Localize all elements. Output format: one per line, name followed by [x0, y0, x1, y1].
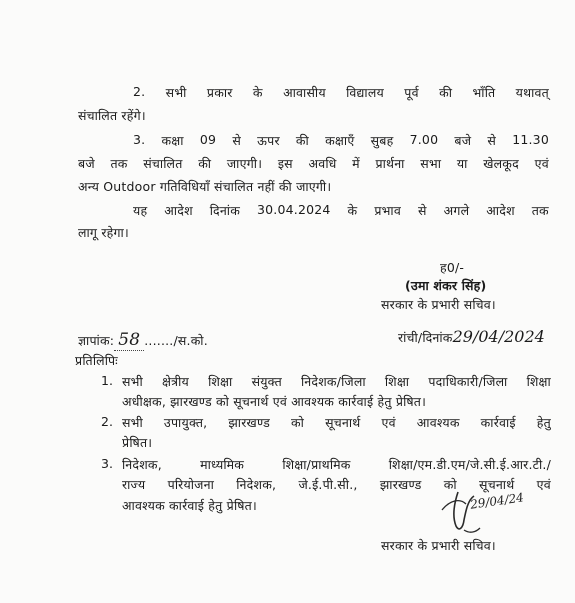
- word: उपायुक्त,: [163, 415, 208, 430]
- word: 2.: [133, 84, 146, 99]
- word: अगले: [443, 203, 470, 218]
- word: प्रकार: [206, 85, 233, 100]
- word: सूचनार्थ: [479, 477, 515, 492]
- word: कक्षा: [161, 133, 184, 148]
- item1-number: 1.: [101, 373, 113, 388]
- word: परियोजना: [167, 477, 215, 492]
- handwritten-date: 29/04/2024: [452, 327, 545, 346]
- word: कार्रवाई: [480, 415, 516, 430]
- word: आवासीय: [283, 85, 326, 100]
- word: क्षेत्रीय: [162, 374, 189, 389]
- word: शिक्षा: [384, 374, 410, 389]
- word: सभी: [122, 374, 143, 389]
- word: हेतु: [536, 415, 551, 430]
- word: ऊपर: [257, 133, 280, 148]
- word: से: [417, 203, 427, 218]
- word: शिक्षा/प्राथमिक: [282, 457, 351, 472]
- word: शिक्षा: [208, 374, 233, 389]
- word: प्रार्थना: [375, 156, 405, 171]
- word: से: [232, 133, 241, 148]
- ranchi-date-line: [398, 327, 545, 346]
- item1-line1: [122, 373, 551, 390]
- word: 30.04.2024: [256, 202, 331, 217]
- word: की: [198, 156, 212, 171]
- word: राज्य: [122, 477, 146, 492]
- word: एवं: [534, 156, 549, 171]
- word: में: [352, 156, 360, 171]
- word: निदेशक/जिला: [301, 374, 366, 389]
- word: की: [439, 85, 453, 100]
- word: निदेशक,: [236, 477, 277, 492]
- item2-line2: प्रेषित।: [122, 435, 153, 450]
- word: से: [487, 133, 497, 148]
- word: शिक्षा: [526, 374, 551, 389]
- word: संयुक्त: [251, 374, 282, 389]
- pratilipi-label: प्रतिलिपिः: [75, 353, 118, 368]
- signature-name: (उमा शंकर सिंह): [405, 278, 487, 293]
- word: आदेश: [164, 203, 193, 218]
- word: यह: [133, 203, 148, 218]
- word: यथावत्: [515, 85, 549, 100]
- item3-line3: आवश्यक कार्रवाई हेतु प्रेषित।: [122, 498, 257, 513]
- gyapank-suffix: ......./स.को.: [144, 333, 208, 348]
- word: कक्षाएँ: [325, 133, 355, 148]
- word: जे.ई.पी.सी.,: [298, 477, 358, 492]
- word: अवधि: [308, 156, 337, 171]
- word: आवश्यक: [416, 415, 460, 430]
- para2-line2: संचालित रहेंगे।: [78, 108, 146, 123]
- word: तक: [531, 203, 549, 218]
- word: 7.00: [409, 132, 439, 147]
- ranchi-label: रांची/दिनांक: [398, 330, 453, 345]
- word: सभा: [420, 156, 442, 171]
- word: जाएगी।: [226, 156, 263, 171]
- para3-line1: [133, 132, 549, 149]
- word: प्रभाव: [374, 203, 402, 218]
- item3-number: 3.: [101, 456, 113, 471]
- item2-line1: [122, 414, 551, 431]
- word: तक: [110, 156, 128, 171]
- gyapank-line: [78, 330, 208, 351]
- word: विद्यालय: [346, 85, 384, 100]
- word: भाँति: [472, 85, 496, 100]
- signature-designation: सरकार के प्रभारी सचिव।: [381, 297, 496, 312]
- word: को: [443, 477, 457, 492]
- footer-designation: सरकार के प्रभारी सचिव।: [381, 538, 496, 553]
- item2-number: 2.: [101, 414, 113, 429]
- word: के: [252, 85, 263, 100]
- word: सभी: [122, 415, 143, 430]
- gyapank-label: ज्ञापांक:: [78, 333, 115, 348]
- word: शिक्षा/एम.डी.एम/जे.सी.ई.आर.टी./: [388, 457, 551, 472]
- para2-line1: [133, 84, 549, 101]
- signature-ho: ह0/-: [440, 260, 465, 275]
- word: 09: [199, 132, 217, 147]
- word: पदाधिकारी/जिला: [428, 374, 508, 389]
- para3-line2: [78, 155, 549, 172]
- word: बजे: [454, 133, 472, 148]
- item1-line2: अधीक्षक, झारखण्ड को सूचनार्थ एवं आवश्यक कार्रवाई हेतु प्रेषित।: [122, 394, 427, 409]
- word: झारखण्ड: [228, 415, 271, 430]
- word: एवं: [536, 477, 551, 492]
- word: बजे: [78, 156, 95, 171]
- word: खेलकूद: [483, 156, 519, 171]
- word: एवं: [381, 415, 396, 430]
- word: पूर्व: [404, 85, 419, 100]
- word: या: [456, 156, 468, 171]
- word: की: [295, 133, 309, 148]
- para4-line2: लागू रहेगा।: [78, 225, 129, 240]
- word: झारखण्ड: [379, 477, 422, 492]
- word: आदेश: [486, 203, 515, 218]
- word: इस: [277, 156, 293, 171]
- word: दिनांक: [209, 203, 241, 218]
- word: को: [291, 415, 305, 430]
- word: सभी: [165, 85, 187, 100]
- signature-date: 29/04/24: [469, 490, 525, 512]
- para3-line3: अन्य Outdoor गतिविधियाँ संचालित नहीं की जाएगी।: [78, 179, 332, 194]
- word: निदेशक,: [122, 457, 162, 472]
- word: 11.30: [512, 132, 549, 147]
- word: सुबह: [370, 133, 394, 148]
- word: 3.: [133, 132, 146, 147]
- word: सूचनार्थ: [325, 415, 361, 430]
- word: माध्यमिक: [200, 457, 245, 472]
- para4-line1: [133, 202, 549, 219]
- gyapank-number: 58: [114, 330, 144, 351]
- word: संचालित: [143, 156, 183, 171]
- word: के: [347, 203, 358, 218]
